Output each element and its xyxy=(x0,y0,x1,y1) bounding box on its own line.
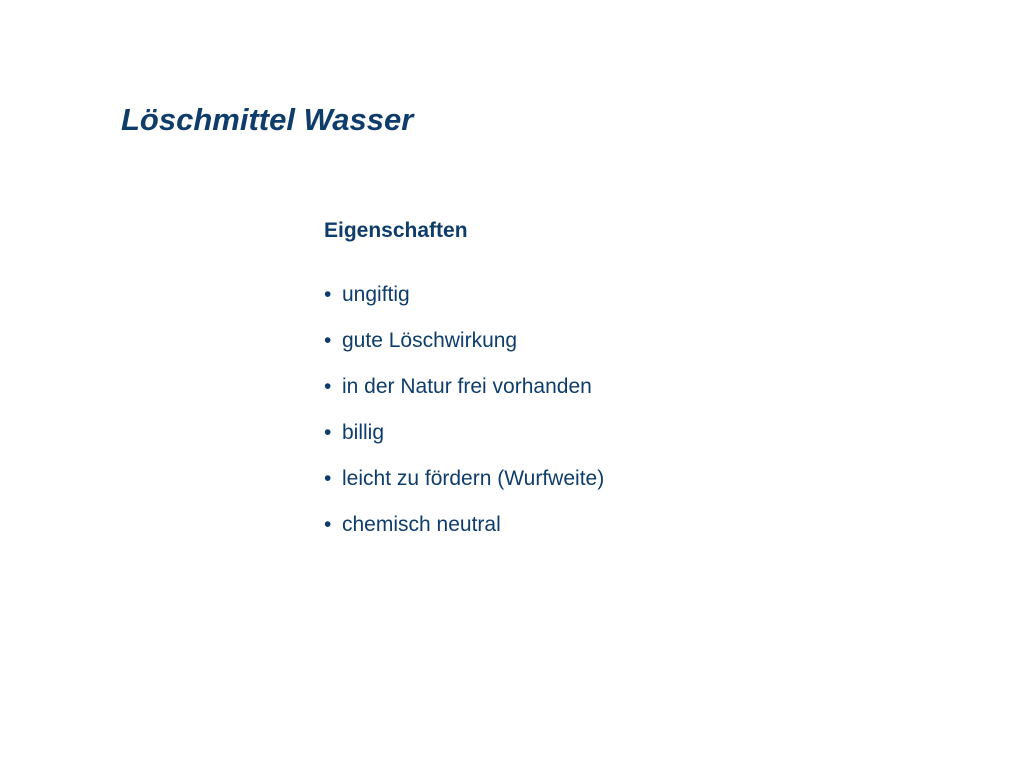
section-heading: Eigenschaften xyxy=(324,219,468,242)
bullet-icon: • xyxy=(324,283,332,306)
property-text: billig xyxy=(342,421,385,444)
properties-section xyxy=(324,215,924,548)
property-text: ungiftig xyxy=(342,283,410,306)
list-item xyxy=(324,364,924,410)
list-item xyxy=(324,456,924,502)
bullet-icon: • xyxy=(324,329,332,352)
list-item xyxy=(324,272,924,318)
list-item xyxy=(324,318,924,364)
bullet-icon: • xyxy=(324,513,332,536)
bullet-icon: • xyxy=(324,375,332,398)
property-text: gute Löschwirkung xyxy=(342,329,518,352)
list-item xyxy=(324,410,924,456)
property-text: in der Natur frei vorhanden xyxy=(342,375,592,398)
slide-title: Löschmittel Wasser xyxy=(121,102,414,137)
list-item xyxy=(324,502,924,548)
property-text: chemisch neutral xyxy=(342,513,501,536)
bullet-icon: • xyxy=(324,421,332,444)
property-text: leicht zu fördern (Wurfweite) xyxy=(342,467,605,490)
bullet-icon: • xyxy=(324,467,332,490)
properties-list xyxy=(324,272,924,548)
